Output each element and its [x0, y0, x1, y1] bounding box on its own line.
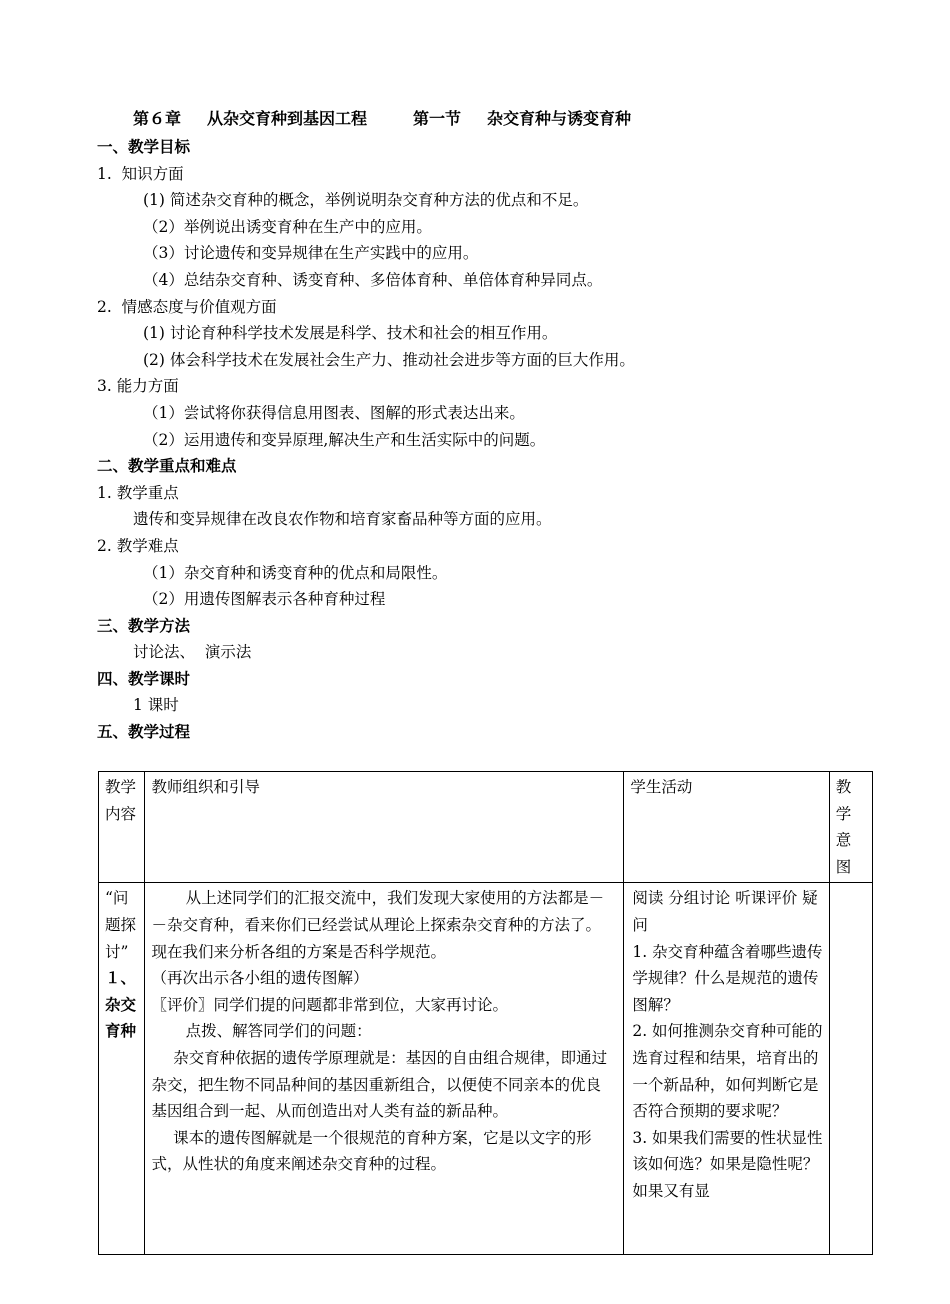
- outline-line: （1）尝试将你获得信息用图表、图解的形式表达出来。: [143, 403, 525, 422]
- teacher-paragraph: （再次出示各小组的遗传图解）: [151, 969, 369, 988]
- outline-line: （2）运用遗传和变异原理,解决生产和生活实际中的问题。: [143, 430, 546, 449]
- row-intent-cell: [829, 883, 872, 1255]
- row-content-bold: １、杂交育种: [105, 969, 137, 1041]
- outline-line: （4）总结杂交育种、诱变育种、多倍体育种、单倍体育种异同点。: [143, 270, 603, 289]
- teacher-paragraph: 点拨、解答同学们的问题：: [185, 1022, 372, 1041]
- outline-line: 1. 知识方面: [97, 164, 184, 183]
- section-heading: 二、教学重点和难点: [97, 457, 237, 476]
- section-heading: 四、教学课时: [97, 669, 191, 688]
- outline-line: （2）举例说出诱变育种在生产中的应用。: [143, 217, 432, 236]
- process-table: [98, 771, 873, 1255]
- section-heading: 一、教学目标: [97, 138, 191, 156]
- outline-line: 遗传和变异规律在改良农作物和培育家畜品种等方面的应用。: [133, 510, 552, 529]
- outline-line: 3. 能力方面: [97, 377, 179, 396]
- chapter-number: 第６章: [133, 109, 182, 128]
- outline-line: （3）讨论遗传和变异规律在生产实践中的应用。: [143, 244, 479, 263]
- outline-line: 1. 教学重点: [97, 483, 179, 502]
- outline-line: (1) 讨论育种科学技术发展是科学、技术和社会的相互作用。: [143, 324, 558, 343]
- section-heading: 五、教学过程: [97, 723, 191, 742]
- outline-line: (2) 体会科学技术在发展社会生产力、推动社会进步等方面的巨大作用。: [143, 350, 635, 369]
- student-paragraph: 1. 杂交育种蕴含着哪些遗传学规律？什么是规范的遗传图解？: [632, 942, 823, 1014]
- section-name: 杂交育种与诱变育种: [487, 109, 632, 128]
- outline-line: （1）杂交育种和诱变育种的优点和局限性。: [143, 563, 448, 582]
- outline-line: (1) 简述杂交育种的概念，举例说明杂交育种方法的优点和不足。: [143, 191, 589, 210]
- table-header-row: [99, 772, 873, 883]
- header-intent: 教学意图: [829, 772, 872, 883]
- outline-line: 2. 情感态度与价值观方面: [97, 297, 277, 316]
- teacher-paragraph: 杂交育种依据的遗传学原理就是：基因的自由组合规律，即通过杂交，把生物不同品种间的基因重新组合，以便使不同亲本的优良基因组合到一起、从而创造出对人类有益的新品种。: [151, 1048, 608, 1121]
- row-content-cell: [99, 883, 145, 1255]
- header-student: 学生活动: [624, 772, 829, 883]
- section-heading: 三、教学方法: [97, 616, 191, 635]
- row-teacher-cell: [145, 883, 624, 1255]
- header-teacher: 教师组织和引导: [145, 772, 624, 883]
- outline-line: 1 课时: [133, 696, 179, 715]
- outline-line: （2）用遗传图解表示各种育种过程: [143, 590, 386, 609]
- row-student-cell: [624, 883, 829, 1255]
- teacher-paragraph: 〖评价〗同学们提的问题都非常到位，大家再讨论。: [151, 995, 508, 1014]
- student-paragraph: 2. 如何推测杂交育种可能的选育过程和结果，培育出的一个新品种，如何判断它是否符合预期的要求呢？: [632, 1022, 823, 1121]
- chapter-name: 从杂交育种到基因工程: [207, 109, 368, 128]
- outline-line: 2. 教学难点: [97, 536, 179, 555]
- table-row: [99, 883, 873, 1255]
- student-paragraph: 阅读 分组讨论 听课评价 疑问: [632, 889, 818, 934]
- outline-line: 讨论法、 演示法: [133, 643, 252, 662]
- teacher-paragraph: 课本的遗传图解就是一个很规范的育种方案，它是以文字的形式，从性状的角度来阐述杂交育种的过程。: [151, 1128, 592, 1174]
- header-content: 教学内容: [99, 772, 145, 883]
- student-paragraph: 3. 如果我们需要的性状显性该如何选？如果是隐性呢？如果又有显: [632, 1128, 823, 1200]
- teacher-paragraph: 从上述同学们的汇报交流中，我们发现大家使用的方法都是－－杂交育种，看来你们已经尝试从理论上探索杂交育种的方法了。现在我们来分析各组的方案是否科学规范。: [151, 889, 605, 961]
- section-number: 第一节: [413, 109, 462, 128]
- row-content-plain: “问题探讨”: [105, 889, 137, 961]
- outline: [97, 134, 877, 746]
- page-title: [133, 108, 631, 130]
